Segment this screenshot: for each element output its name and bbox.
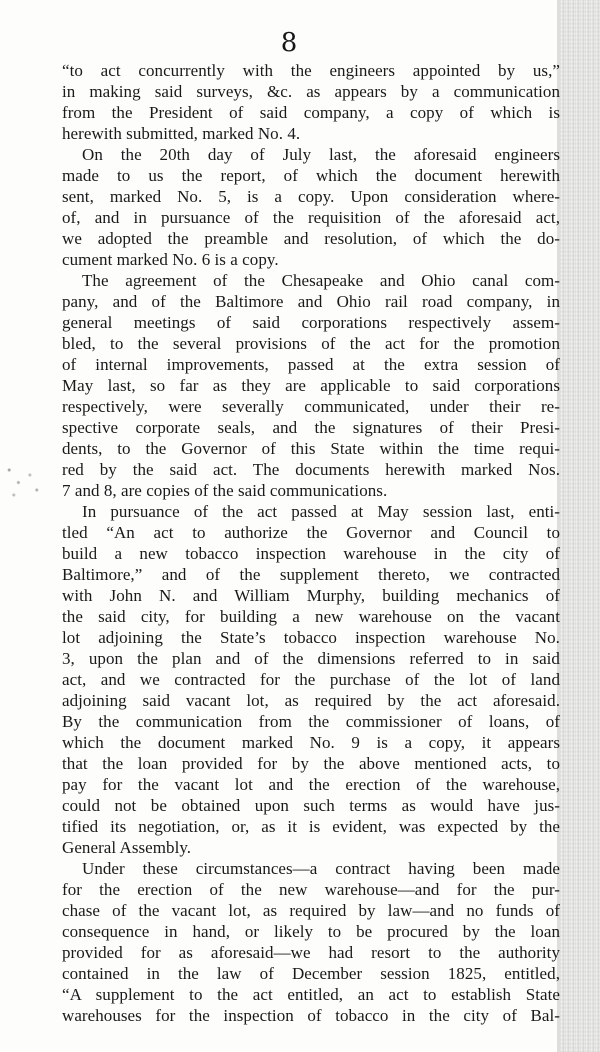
text-line: could not be obtained upon such terms as would have jus- — [62, 796, 560, 815]
paper-speckle — [0, 455, 46, 505]
text-line: consequence in hand, or likely to be procured by the loan — [62, 922, 560, 941]
text-line: tified its negotiation, or, as it is evident, was expected by the — [62, 817, 560, 836]
text-line: which the document marked No. 9 is a copy, it appears — [62, 733, 560, 752]
text-line: for the erection of the new warehouse—and for the pur- — [62, 880, 560, 899]
text-line: spective corporate seals, and the signatures of their Presi- — [62, 418, 560, 437]
text-line: 7 and 8, are copies of the said communications. — [62, 481, 388, 500]
page-edge-shadow — [560, 0, 600, 1052]
text-line: May last, so far as they are applicable to said corporations — [62, 376, 560, 395]
text-line: General Assembly. — [62, 838, 192, 857]
text-line: “A supplement to the act entitled, an act to establish State — [62, 985, 560, 1004]
text-line: Under these circumstances—a contract having been made — [82, 859, 560, 878]
page-number: 8 — [280, 28, 298, 58]
text-line: lot adjoining the State’s tobacco inspection warehouse No. — [62, 628, 560, 647]
text-line: from the President of said company, a copy of which is — [62, 103, 560, 122]
text-line: The agreement of the Chesapeake and Ohio canal com- — [82, 271, 560, 290]
text-line: tled “An act to authorize the Governor and Council to — [62, 523, 560, 542]
body-text — [62, 60, 560, 1026]
text-line: herewith submitted, marked No. 4. — [62, 124, 301, 143]
text-line: chase of the vacant lot, as required by law—and no funds of — [62, 901, 560, 920]
text-line: adjoining said vacant lot, as required by the act aforesaid. — [62, 691, 560, 710]
text-line: of internal improvements, passed at the extra session of — [62, 355, 560, 374]
text-line: In pursuance of the act passed at May session last, enti- — [82, 502, 560, 521]
text-line: On the 20th day of July last, the aforesaid engineers — [82, 145, 560, 164]
text-line: in making said surveys, &c. as appears by a communication — [62, 82, 560, 101]
text-line: general meetings of said corporations respectively assem- — [62, 313, 560, 332]
text-line: act, and we contracted for the purchase of the lot of land — [62, 670, 560, 689]
text-line: By the communication from the commissioner of loans, of — [62, 712, 560, 731]
text-line: sent, marked No. 5, is a copy. Upon consideration where- — [62, 187, 560, 206]
text-line: Baltimore,” and of the supplement thereto, we contracted — [62, 565, 560, 584]
text-line: pany, and of the Baltimore and Ohio rail road company, in — [62, 292, 560, 311]
text-line: contained in the law of December session 1825, entitled, — [62, 964, 560, 983]
text-line: that the loan provided for by the above mentioned acts, to — [62, 754, 560, 773]
text-line: of, and in pursuance of the requisition of the aforesaid act, — [62, 208, 560, 227]
text-line: bled, to the several provisions of the act for the promotion — [62, 334, 560, 353]
text-line: dents, to the Governor of this State within the time requi- — [62, 439, 560, 458]
text-line: build a new tobacco inspection warehouse in the city of — [62, 544, 560, 563]
text-line: made to us the report, of which the document herewith — [62, 166, 560, 185]
text-line: 3, upon the plan and of the dimensions referred to in said — [62, 649, 560, 668]
text-line: “to act concurrently with the engineers appointed by us,” — [62, 61, 560, 80]
text-line: pay for the vacant lot and the erection of the warehouse, — [62, 775, 560, 794]
text-line: cument marked No. 6 is a copy. — [62, 250, 279, 269]
text-line: the said city, for building a new warehouse on the vacant — [62, 607, 560, 626]
text-line: with John N. and William Murphy, building mechanics of — [62, 586, 560, 605]
text-line: warehouses for the inspection of tobacco in the city of Bal- — [62, 1006, 560, 1025]
text-line: we adopted the preamble and resolution, of which the do- — [62, 229, 560, 248]
text-line: respectively, were severally communicated, under their re- — [62, 397, 560, 416]
text-line: provided for as aforesaid—we had resort to the authority — [62, 943, 560, 962]
text-line: red by the said act. The documents herewith marked Nos. — [62, 460, 560, 479]
